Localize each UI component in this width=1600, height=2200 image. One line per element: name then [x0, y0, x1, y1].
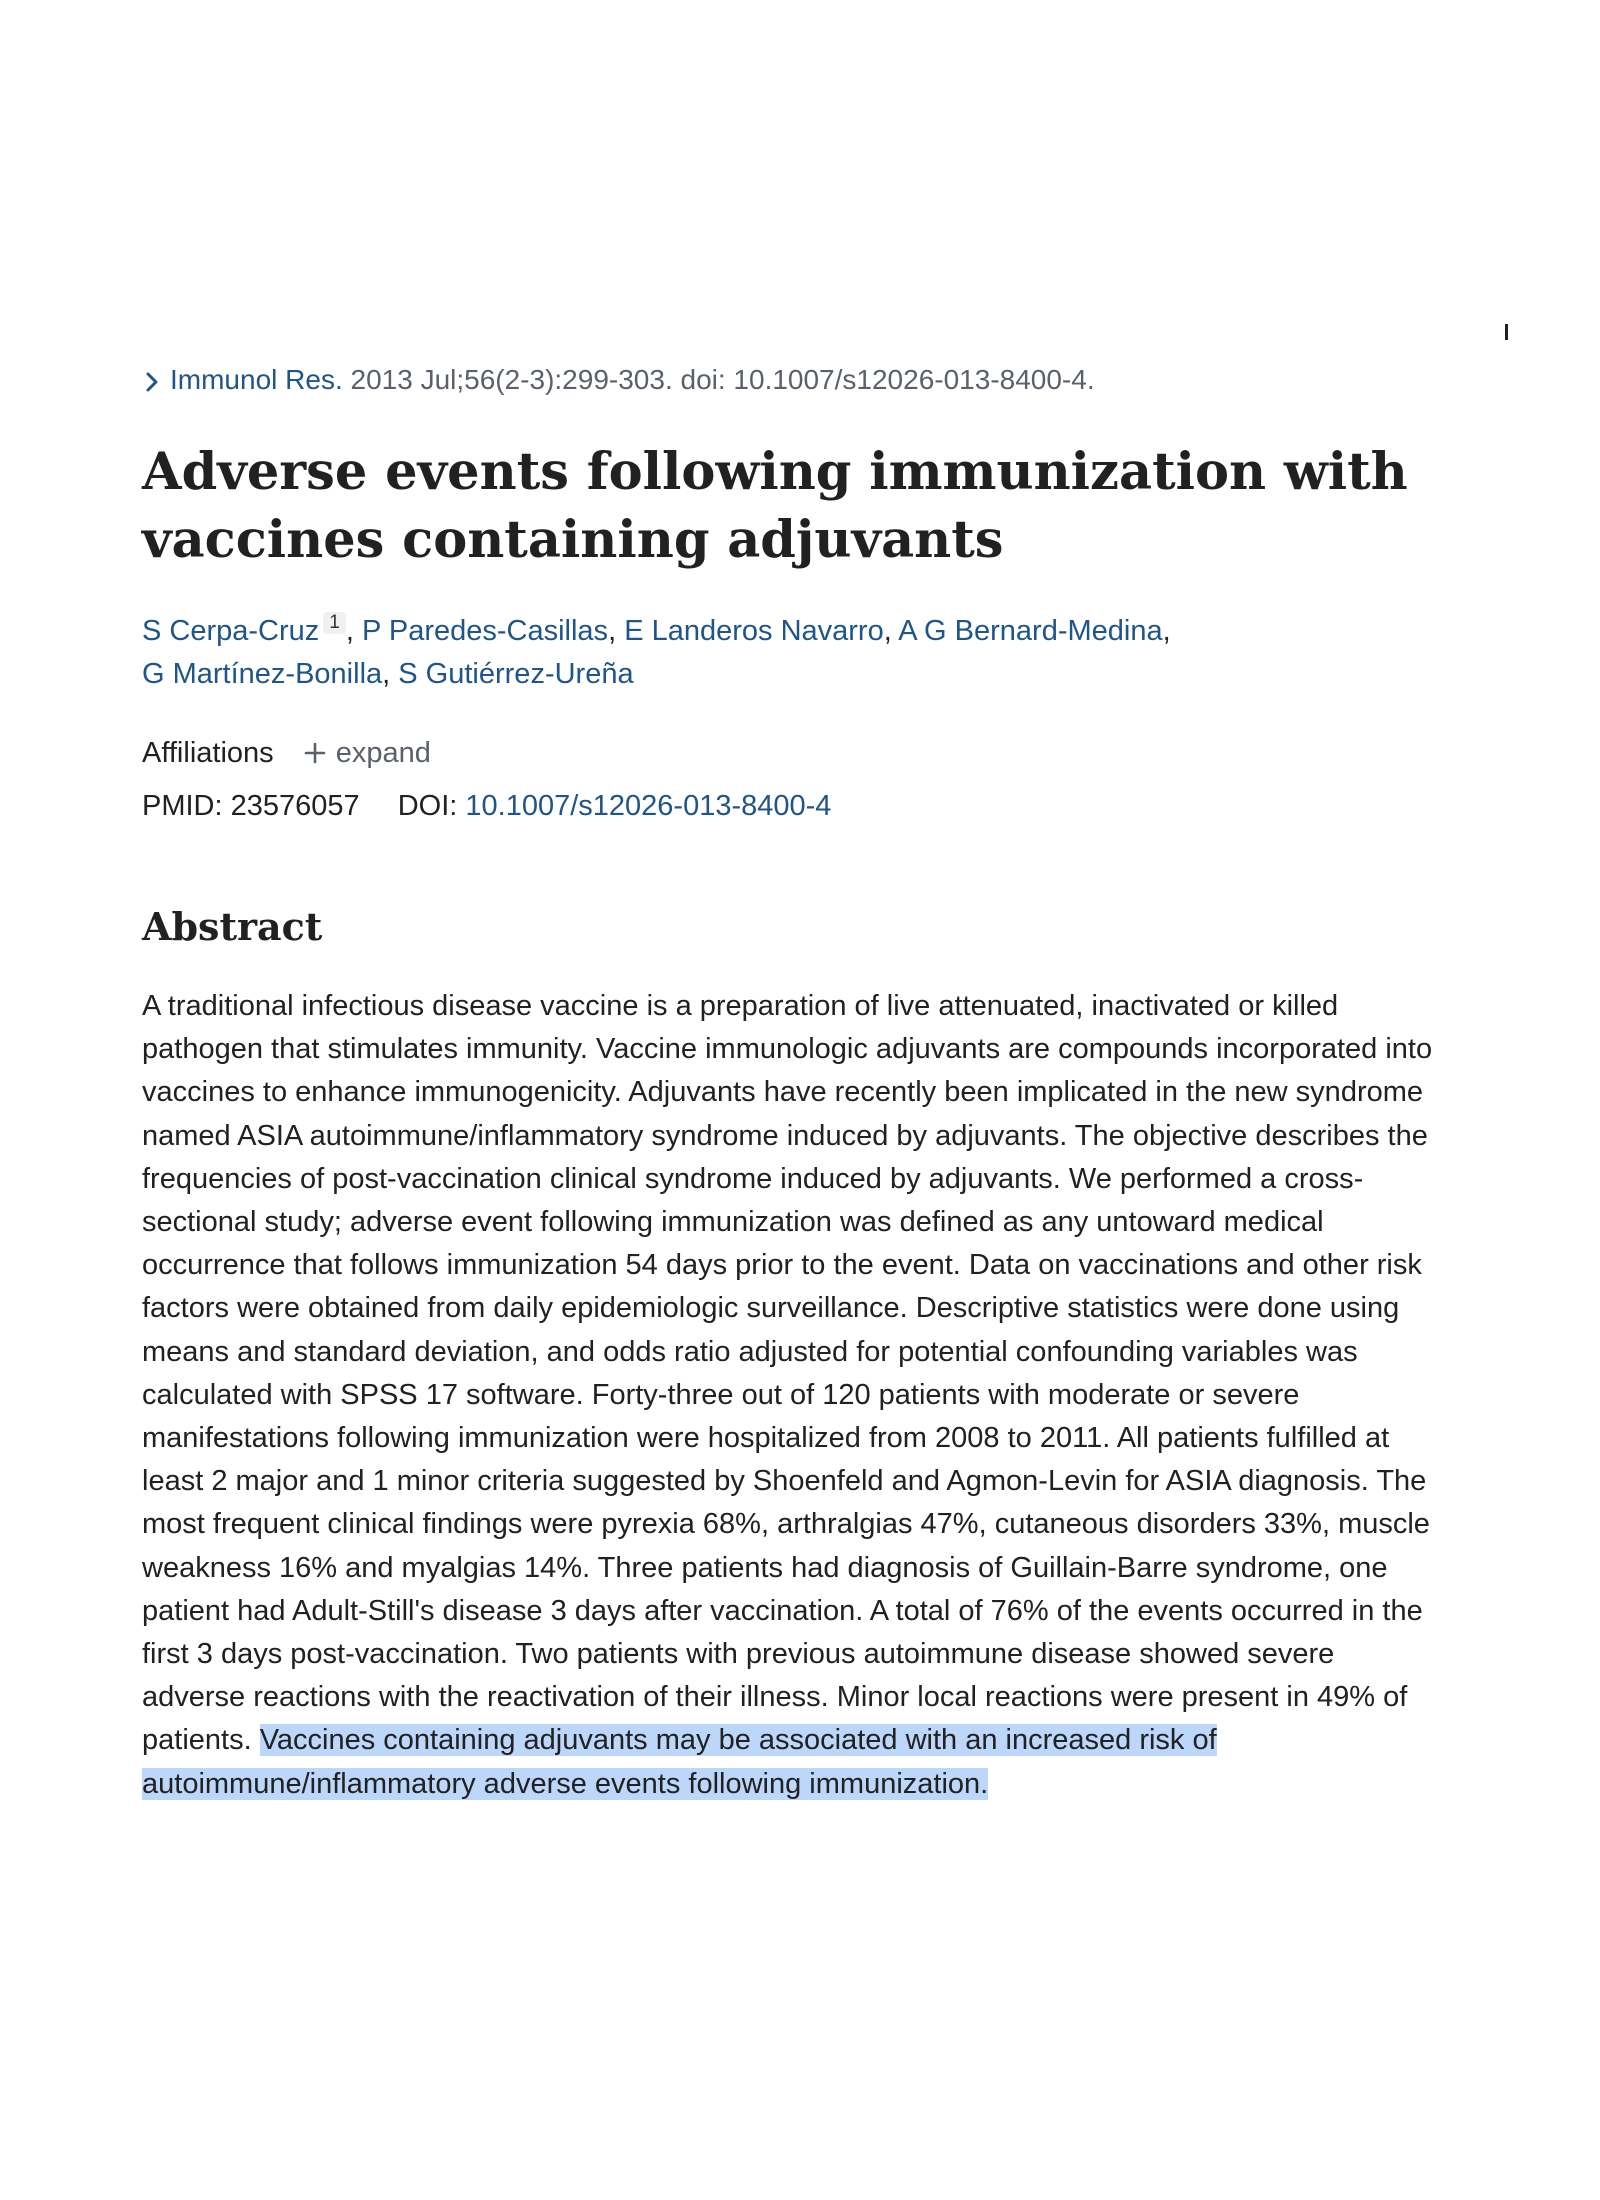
author-link[interactable]: E Landeros Navarro [624, 615, 884, 647]
author-link[interactable]: A G Bernard-Medina [898, 615, 1163, 647]
doi-label: DOI: [397, 790, 458, 822]
affiliations-row [142, 733, 431, 773]
selected-text-highlight: Vaccines containing adjuvants may be associated with an increased risk of autoimmune/inflammatory adverse events following immunization. [142, 1724, 1217, 1800]
affiliations-label: Affiliations [142, 737, 274, 769]
author-list: S Cerpa-Cruz 1 , P Paredes-Casillas, E Landeros Navarro, A G Bernard-Medina, G Martínez-Bonilla, S Gutiérrez-Ureña [142, 612, 1171, 690]
identifiers-row [142, 786, 831, 826]
article-title: Adverse events following immunization with vaccines containing adjuvants [142, 442, 1408, 570]
text-cursor-icon [1505, 324, 1508, 340]
author-link[interactable]: G Martínez-Bonilla [142, 658, 383, 690]
chevron-right-icon[interactable] [142, 370, 166, 394]
abstract-text: A traditional infectious disease vaccine is a preparation of live attenuated, inactivated or killed pathogen that stimulates immunity. Vaccine immunologic adjuvants are compounds incorporated into vaccines to enhance immunogenicity. Adjuvants have recently been implicated in the new syndrome named ASIA autoimmune/inflammatory syndrome induced by adjuvants. The objective describes the frequencies of post-vaccination clinical syndrome induced by adjuvants. We performed a cross-sectional study; adverse event following immunization was defined as any untoward medical occurrence that follows immunization 54 days prior to the event. Data on vaccinations and other risk factors were obtained from daily epidemiologic surveillance. Descriptive statistics were done using means and standard deviation, and odds ratio adjusted for potential confounding variables was calculated with SPSS 17 software. Forty-three out of 120 patients with moderate or severe manifestations following immunization were hospitalized from 2008 to 2011. All patients fulfilled at least 2 major and 1 minor criteria suggested by Shoenfeld and Agmon-Levin for ASIA diagnosis. The most frequent clinical findings were pyrexia 68%, arthralgias 47%, cutaneous disorders 33%, muscle weakness 16% and myalgias 14%. Three patients had diagnosis of Guillain-Barre syndrome, one patient had Adult-Still's disease 3 days after vaccination. A total of 76% of the events occurred in the first 3 days post-vaccination. Two patients with previous autoimmune disease showed severe adverse reactions with the reactivation of their illness. Minor local reactions were present in 49% of patients. [142, 990, 1433, 1757]
pmid-label: PMID: [142, 790, 223, 822]
citation-line [142, 360, 1095, 400]
author-link[interactable]: S Cerpa-Cruz [142, 615, 320, 647]
abstract-body [142, 985, 1442, 1806]
author-link[interactable]: S Gutiérrez-Ureña [398, 658, 634, 690]
pmid-value: 23576057 [230, 790, 360, 822]
journal-link[interactable]: Immunol Res. [170, 364, 343, 395]
citation-details: 2013 Jul;56(2-3):299-303. doi: 10.1007/s12026-013-8400-4. [342, 364, 1095, 395]
doi-link[interactable]: 10.1007/s12026-013-8400-4 [465, 790, 832, 822]
affiliations-expand-button[interactable] [302, 737, 431, 769]
author-link[interactable]: P Paredes-Casillas [361, 615, 609, 647]
expand-label: expand [335, 737, 431, 769]
plus-icon [302, 737, 328, 763]
affiliation-ref-badge[interactable]: 1 [323, 612, 346, 634]
abstract-heading: Abstract [142, 904, 323, 949]
